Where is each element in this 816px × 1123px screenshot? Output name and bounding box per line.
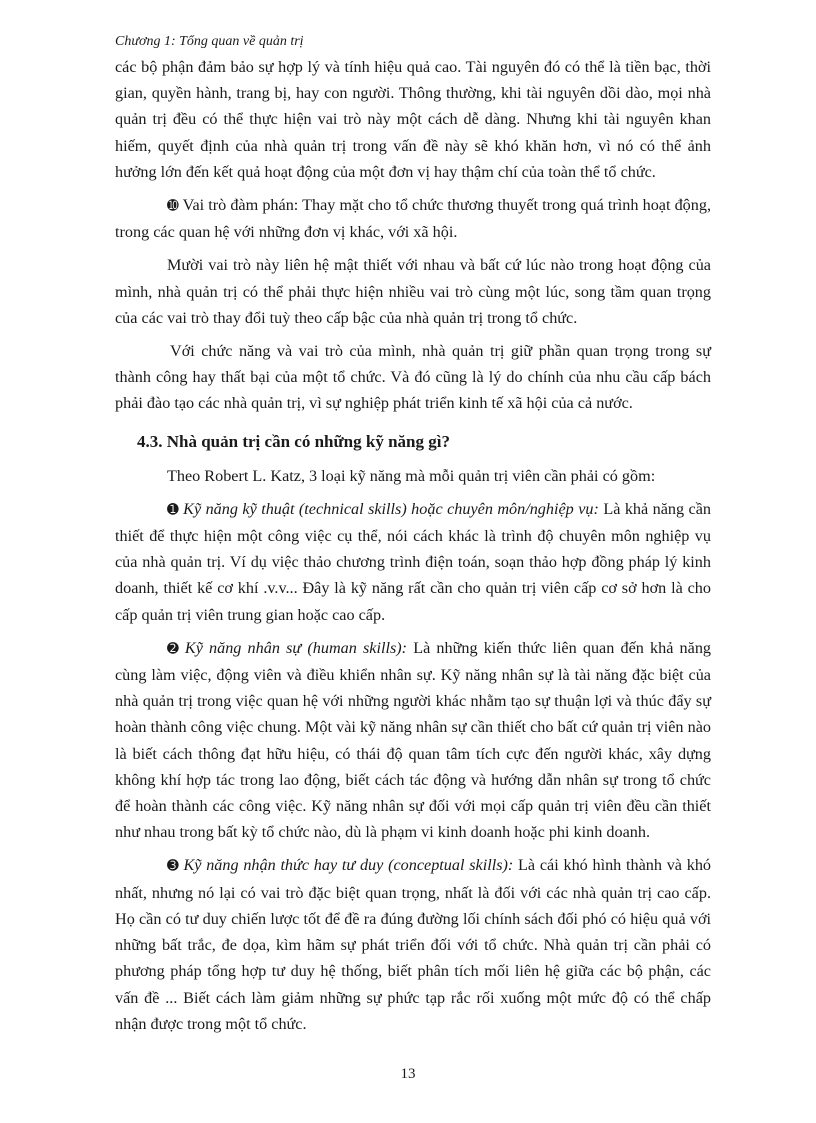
skill-human-text: Là những kiến thức liên quan đến khả năng cùng làm việc, động viên và điều khiển nhân sự. Kỹ năng nhân sự là tài năng đặc biệt của nhà quản trị trong việc quan hệ với những người khác nhằm tạo sự thuận lợi và thúc đẩy sự hoàn thành công việc chung. Một vài kỹ năng nhân sự cần thiết cho bất cứ quản trị viên nào là biết cách thông đạt hữu hiệu, có thái độ quan tâm tích cực đến người khác, xây dựng không khí hợp tác trong lao động, biết cách tác động và hướng dẫn nhân sự trong tổ chức để hoàn thành các công việc. Kỹ năng nhân sự đối với mọi cấp quản trị viên đều cần thiết như nhau trong bất kỳ tổ chức nào, dù là phạm vi kinh doanh hoặc phi kinh doanh. — [115, 638, 712, 842]
skill-human-title: Kỹ năng nhân sự (human skills): — [184, 638, 408, 657]
skill-human — [115, 635, 711, 846]
number-two-icon: ➋ — [167, 640, 179, 657]
paragraph-katz-intro: Theo Robert L. Katz, 3 loại kỹ năng mà mỗi quản trị viên cần phải có gồm: — [167, 466, 656, 485]
skill-technical-title: Kỹ năng kỹ thuật (technical skills) hoặc chuyên môn/nghiệp vụ: — [183, 499, 599, 518]
section-heading: 4.3. Nhà quản trị cần có những kỹ năng gì? — [137, 431, 450, 451]
number-one-icon: ➊ — [167, 501, 179, 518]
skill-technical — [115, 496, 711, 628]
running-header: Chương 1: Tổng quan về quản trị — [115, 34, 304, 49]
paragraph-negotiator-text: Vai trò đàm phán: Thay mặt cho tổ chức thương thuyết trong quá trình hoạt động, trong các quan hệ với những đơn vị khác, với xã hội. — [115, 196, 712, 242]
number-ten-icon: ➓ — [167, 198, 179, 215]
paragraph-ten-roles: Mười vai trò này liên hệ mật thiết với nhau và bất cứ lúc nào trong hoạt động của mình, nhà quản trị có thể phải thực hiện nhiều vai trò cùng một lúc, song tầm quan trọng của các vai trò thay đổi tuỳ theo cấp bậc của nhà quản trị trong tổ chức. — [115, 256, 711, 327]
paragraph-resource-allocation: các bộ phận đảm bảo sự hợp lý và tính hiệu quả cao. Tài nguyên đó có thể là tiền bạc, thời gian, quyền hành, trang bị, hay con người. Thông thường, khi tài nguyên dồi dào, mọi nhà quản trị đều có thể thực hiện vai trò này một cách dễ dàng. Nhưng khi tài nguyên khan hiếm, quyết định của nhà quản trị trong vấn đề này sẽ khó khăn hơn, vì nó có thể ảnh hưởng lớn đến kết quả hoạt động của một đơn vị hay thậm chí của toàn thể tổ chức. — [115, 58, 711, 181]
page-number: 13 — [400, 1066, 416, 1082]
paragraph-importance: Với chức năng và vai trò của mình, nhà quản trị giữ phần quan trọng trong sự thành công hay thất bại của một tổ chức. Và đó cũng là lý do chính của nhu cầu cấp bách phải đào tạo các nhà quản trị, vì sự nghiệp phát triển kinh tế xã hội của cả nước. — [115, 342, 711, 413]
page-body — [115, 32, 711, 1044]
paragraph-negotiator-role — [115, 192, 711, 245]
skill-conceptual — [115, 852, 711, 1036]
skill-technical-text: Là khả năng cần thiết để thực hiện một công việc cụ thể, nói cách khác là trình độ chuyên môn nghiệp vụ của nhà quản trị. Ví dụ việc thảo chương trình điện toán, soạn thảo hợp đồng pháp lý kinh doanh, thiết kế cơ khí .v.v... Đây là kỹ năng rất cần cho quản trị viên cấp cơ sở hơn là cho cấp quản trị viên trung gian hoặc cao cấp. — [115, 499, 712, 624]
number-three-icon: ➌ — [167, 858, 179, 875]
skill-conceptual-text: Là cái khó hình thành và khó nhất, nhưng nó lại có vai trò đặc biệt quan trọng, nhất là đối với các nhà quản trị cao cấp. Họ cần có tư duy chiến lược tốt để đề ra đúng đường lối chính sách đối phó có hiệu quả với những bất trắc, đe dọa, kìm hãm sự phát triển đối với tổ chức. Nhà quản trị cần phải có phương pháp tổng hợp tư duy hệ thống, biết phân tích mối liên hệ giữa các bộ phận, các vấn đề ... Biết cách làm giảm những sự phức tạp rắc rối xuống một mức độ có thể chấp nhận được trong một tổ chức. — [115, 856, 712, 1033]
skill-conceptual-title: Kỹ năng nhận thức hay tư duy (conceptual skills): — [183, 856, 514, 875]
